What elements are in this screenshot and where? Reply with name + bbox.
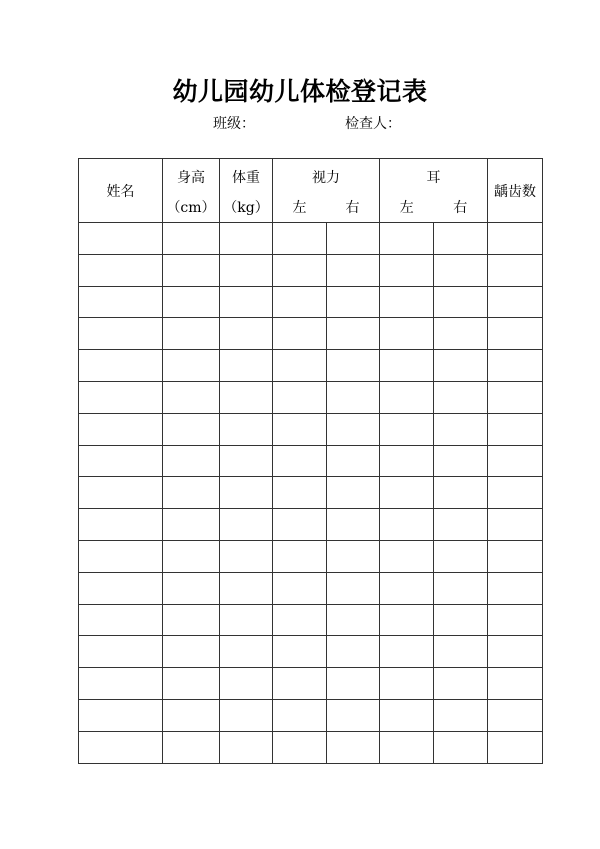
cell-vision-left[interactable] bbox=[273, 731, 327, 763]
cell-vision-right[interactable] bbox=[327, 223, 380, 255]
cell-ear-left[interactable] bbox=[380, 636, 434, 668]
cell-weight[interactable] bbox=[220, 699, 273, 731]
cell-vision-left[interactable] bbox=[273, 445, 327, 477]
header-ear bbox=[380, 159, 488, 223]
cell-ear-left[interactable] bbox=[380, 413, 434, 445]
table-row bbox=[79, 699, 543, 731]
cell-name[interactable] bbox=[79, 350, 163, 382]
cell-ear-right[interactable] bbox=[434, 509, 488, 541]
cell-height[interactable] bbox=[163, 604, 220, 636]
cell-vision-left[interactable] bbox=[273, 668, 327, 700]
cell-height[interactable] bbox=[163, 509, 220, 541]
table-row bbox=[79, 477, 543, 509]
cell-caries[interactable] bbox=[488, 477, 543, 509]
cell-ear-right[interactable] bbox=[434, 572, 488, 604]
header-vision-label: 视力 bbox=[312, 169, 340, 186]
cell-caries[interactable] bbox=[488, 668, 543, 700]
cell-weight[interactable] bbox=[220, 445, 273, 477]
cell-name[interactable] bbox=[79, 477, 163, 509]
table-row bbox=[79, 223, 543, 255]
cell-ear-left[interactable] bbox=[380, 318, 434, 350]
cell-height[interactable] bbox=[163, 350, 220, 382]
cell-ear-left[interactable] bbox=[380, 254, 434, 286]
cell-caries[interactable] bbox=[488, 604, 543, 636]
cell-vision-right[interactable] bbox=[327, 572, 380, 604]
class-label: 班级： bbox=[213, 116, 255, 132]
cell-vision-left[interactable] bbox=[273, 699, 327, 731]
cell-weight[interactable] bbox=[220, 636, 273, 668]
cell-height[interactable] bbox=[163, 254, 220, 286]
cell-vision-left[interactable] bbox=[273, 540, 327, 572]
cell-height[interactable] bbox=[163, 636, 220, 668]
cell-ear-left[interactable] bbox=[380, 668, 434, 700]
cell-vision-right[interactable] bbox=[327, 731, 380, 763]
cell-height[interactable] bbox=[163, 318, 220, 350]
cell-height[interactable] bbox=[163, 699, 220, 731]
cell-ear-right[interactable] bbox=[434, 699, 488, 731]
header-caries-label: 龋齿数 bbox=[494, 183, 536, 200]
cell-caries[interactable] bbox=[488, 699, 543, 731]
table-row bbox=[79, 572, 543, 604]
health-check-table bbox=[78, 158, 543, 764]
cell-ear-left[interactable] bbox=[380, 350, 434, 382]
cell-vision-right[interactable] bbox=[327, 477, 380, 509]
cell-name[interactable] bbox=[79, 699, 163, 731]
cell-ear-left[interactable] bbox=[380, 509, 434, 541]
cell-caries[interactable] bbox=[488, 223, 543, 255]
cell-height[interactable] bbox=[163, 381, 220, 413]
cell-caries[interactable] bbox=[488, 318, 543, 350]
cell-ear-right[interactable] bbox=[434, 413, 488, 445]
table-row bbox=[79, 254, 543, 286]
cell-name[interactable] bbox=[79, 413, 163, 445]
cell-caries[interactable] bbox=[488, 509, 543, 541]
cell-vision-right[interactable] bbox=[327, 350, 380, 382]
cell-caries[interactable] bbox=[488, 381, 543, 413]
cell-vision-left[interactable] bbox=[273, 572, 327, 604]
cell-weight[interactable] bbox=[220, 413, 273, 445]
cell-name[interactable] bbox=[79, 636, 163, 668]
cell-height[interactable] bbox=[163, 286, 220, 318]
cell-ear-left[interactable] bbox=[380, 381, 434, 413]
header-height bbox=[163, 159, 220, 223]
cell-name[interactable] bbox=[79, 254, 163, 286]
header-name bbox=[79, 159, 163, 223]
cell-ear-right[interactable] bbox=[434, 668, 488, 700]
cell-caries[interactable] bbox=[488, 413, 543, 445]
cell-vision-right[interactable] bbox=[327, 286, 380, 318]
cell-vision-left[interactable] bbox=[273, 286, 327, 318]
cell-vision-left[interactable] bbox=[273, 318, 327, 350]
cell-weight[interactable] bbox=[220, 509, 273, 541]
cell-ear-left[interactable] bbox=[380, 286, 434, 318]
cell-vision-right[interactable] bbox=[327, 445, 380, 477]
cell-ear-left[interactable] bbox=[380, 699, 434, 731]
header-ear-left: 左 bbox=[399, 199, 414, 216]
cell-vision-right[interactable] bbox=[327, 254, 380, 286]
cell-vision-left[interactable] bbox=[273, 223, 327, 255]
header-height-unit: （cm） bbox=[166, 199, 216, 216]
header-vision-left: 左 bbox=[292, 199, 307, 216]
cell-ear-left[interactable] bbox=[380, 604, 434, 636]
cell-weight[interactable] bbox=[220, 350, 273, 382]
cell-vision-right[interactable] bbox=[327, 413, 380, 445]
table-body bbox=[79, 223, 543, 764]
cell-height[interactable] bbox=[163, 223, 220, 255]
header-height-label: 身高 bbox=[177, 169, 205, 186]
cell-vision-left[interactable] bbox=[273, 254, 327, 286]
header-ear-label: 耳 bbox=[426, 169, 441, 186]
header-row bbox=[79, 159, 543, 223]
cell-vision-right[interactable] bbox=[327, 509, 380, 541]
cell-height[interactable] bbox=[163, 572, 220, 604]
cell-caries[interactable] bbox=[488, 254, 543, 286]
cell-height[interactable] bbox=[163, 445, 220, 477]
cell-ear-right[interactable] bbox=[434, 540, 488, 572]
cell-vision-right[interactable] bbox=[327, 318, 380, 350]
cell-name[interactable] bbox=[79, 509, 163, 541]
cell-vision-right[interactable] bbox=[327, 540, 380, 572]
cell-weight[interactable] bbox=[220, 668, 273, 700]
table-row bbox=[79, 668, 543, 700]
cell-caries[interactable] bbox=[488, 286, 543, 318]
cell-caries[interactable] bbox=[488, 572, 543, 604]
cell-ear-right[interactable] bbox=[434, 604, 488, 636]
header-weight-label: 体重 bbox=[232, 169, 260, 186]
cell-ear-left[interactable] bbox=[380, 731, 434, 763]
cell-vision-left[interactable] bbox=[273, 381, 327, 413]
header-vision bbox=[273, 159, 380, 223]
cell-caries[interactable] bbox=[488, 445, 543, 477]
cell-vision-left[interactable] bbox=[273, 477, 327, 509]
cell-ear-left[interactable] bbox=[380, 477, 434, 509]
cell-vision-left[interactable] bbox=[273, 604, 327, 636]
cell-ear-right[interactable] bbox=[434, 254, 488, 286]
cell-weight[interactable] bbox=[220, 318, 273, 350]
cell-name[interactable] bbox=[79, 223, 163, 255]
cell-weight[interactable] bbox=[220, 572, 273, 604]
cell-name[interactable] bbox=[79, 604, 163, 636]
cell-name[interactable] bbox=[79, 286, 163, 318]
cell-ear-right[interactable] bbox=[434, 636, 488, 668]
cell-name[interactable] bbox=[79, 731, 163, 763]
cell-ear-right[interactable] bbox=[434, 445, 488, 477]
table-row bbox=[79, 381, 543, 413]
header-name-label: 姓名 bbox=[106, 183, 135, 200]
cell-caries[interactable] bbox=[488, 636, 543, 668]
cell-name[interactable] bbox=[79, 445, 163, 477]
table-row bbox=[79, 731, 543, 763]
cell-ear-right[interactable] bbox=[434, 286, 488, 318]
table-row bbox=[79, 286, 543, 318]
cell-ear-left[interactable] bbox=[380, 223, 434, 255]
cell-height[interactable] bbox=[163, 413, 220, 445]
table-row bbox=[79, 604, 543, 636]
cell-weight[interactable] bbox=[220, 604, 273, 636]
inspector-label: 检查人： bbox=[345, 116, 401, 132]
cell-weight[interactable] bbox=[220, 381, 273, 413]
cell-vision-right[interactable] bbox=[327, 668, 380, 700]
cell-vision-left[interactable] bbox=[273, 413, 327, 445]
cell-vision-right[interactable] bbox=[327, 381, 380, 413]
table-row bbox=[79, 413, 543, 445]
cell-ear-left[interactable] bbox=[380, 445, 434, 477]
cell-weight[interactable] bbox=[220, 477, 273, 509]
cell-vision-left[interactable] bbox=[273, 636, 327, 668]
cell-name[interactable] bbox=[79, 572, 163, 604]
cell-ear-right[interactable] bbox=[434, 381, 488, 413]
cell-ear-left[interactable] bbox=[380, 572, 434, 604]
header-vision-right: 右 bbox=[345, 199, 360, 216]
cell-vision-right[interactable] bbox=[327, 636, 380, 668]
cell-height[interactable] bbox=[163, 731, 220, 763]
cell-caries[interactable] bbox=[488, 731, 543, 763]
cell-ear-right[interactable] bbox=[434, 477, 488, 509]
cell-height[interactable] bbox=[163, 540, 220, 572]
header-ear-right: 右 bbox=[453, 199, 468, 216]
cell-vision-right[interactable] bbox=[327, 604, 380, 636]
cell-name[interactable] bbox=[79, 318, 163, 350]
table-row bbox=[79, 350, 543, 382]
cell-weight[interactable] bbox=[220, 731, 273, 763]
table-row bbox=[79, 509, 543, 541]
cell-ear-right[interactable] bbox=[434, 731, 488, 763]
cell-height[interactable] bbox=[163, 477, 220, 509]
cell-name[interactable] bbox=[79, 668, 163, 700]
page-title: 幼儿园幼儿体检登记表 bbox=[172, 77, 428, 106]
cell-vision-right[interactable] bbox=[327, 699, 380, 731]
table-row bbox=[79, 445, 543, 477]
cell-name[interactable] bbox=[79, 381, 163, 413]
cell-ear-left[interactable] bbox=[380, 540, 434, 572]
cell-caries[interactable] bbox=[488, 350, 543, 382]
cell-ear-right[interactable] bbox=[434, 350, 488, 382]
cell-weight[interactable] bbox=[220, 223, 273, 255]
cell-name[interactable] bbox=[79, 540, 163, 572]
cell-weight[interactable] bbox=[220, 254, 273, 286]
table-row bbox=[79, 318, 543, 350]
header-weight bbox=[220, 159, 273, 223]
header-weight-unit: （kg） bbox=[223, 199, 269, 216]
cell-weight[interactable] bbox=[220, 540, 273, 572]
cell-height[interactable] bbox=[163, 668, 220, 700]
table-row bbox=[79, 540, 543, 572]
header-caries bbox=[488, 159, 543, 223]
cell-weight[interactable] bbox=[220, 286, 273, 318]
cell-ear-right[interactable] bbox=[434, 318, 488, 350]
table-row bbox=[79, 636, 543, 668]
cell-vision-left[interactable] bbox=[273, 350, 327, 382]
cell-ear-right[interactable] bbox=[434, 223, 488, 255]
cell-vision-left[interactable] bbox=[273, 509, 327, 541]
cell-caries[interactable] bbox=[488, 540, 543, 572]
